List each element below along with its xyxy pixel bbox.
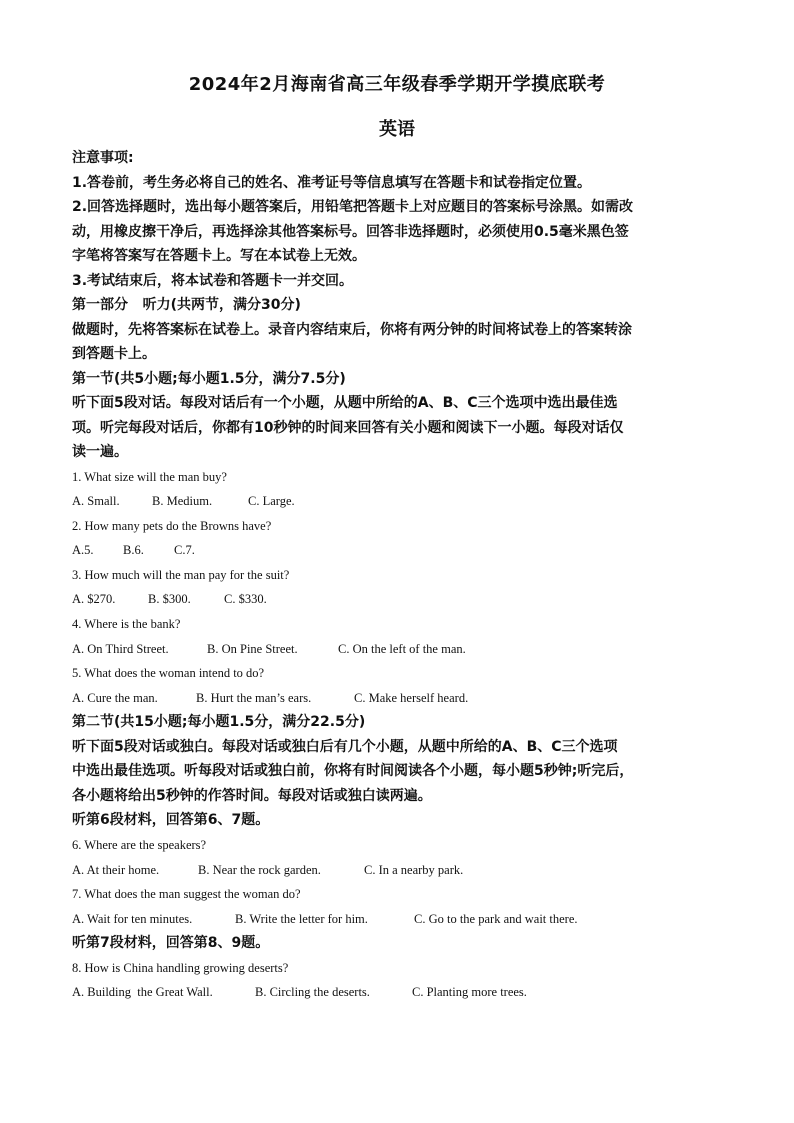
question-options	[72, 489, 722, 514]
section2-heading: 第二节(共15小题;每小题1.5分，满分22.5分)	[72, 714, 366, 731]
part1-instruction: 做题时，先将答案标在试卷上。录音内容结束后，你将有两分钟的时间将试卷上的答案转涂	[72, 321, 632, 338]
section1-instruction: 听下面5段对话。每段对话后有一个小题，从题中所给的A、B、C三个选项中选出最佳选	[72, 395, 618, 411]
option-a: A. Wait for ten minutes.	[72, 911, 193, 926]
question-text: 2. How many pets do the Browns have?	[72, 518, 272, 533]
option-c: C. On the left of the man.	[338, 641, 466, 656]
option-b: B. On Pine Street.	[207, 641, 298, 656]
option-b: B.6.	[123, 543, 144, 558]
option-c: C. In a nearby park.	[364, 862, 464, 877]
question-options	[72, 980, 722, 1005]
section1-heading: 第一节(共5小题;每小题1.5分，满分7.5分)	[72, 370, 346, 387]
question-text: 5. What does the woman intend to do?	[72, 666, 265, 681]
option-c: C. Make herself heard.	[354, 690, 469, 705]
question-options	[72, 587, 722, 612]
part1-heading: 第一部分 听力(共两节，满分30分)	[72, 297, 301, 313]
option-a: A. At their home.	[72, 862, 160, 877]
option-b: B. Hurt the man’s ears.	[196, 690, 312, 705]
option-b: B. Circling the deserts.	[255, 985, 370, 1000]
question-text: 8. How is China handling growing deserts?	[72, 960, 289, 975]
option-c: C.7.	[174, 543, 195, 558]
notice-item: 动，用橡皮擦干净后，再选择涂其他答案标号。回答非选择题时，必须使用0.5毫米黑色签	[72, 223, 629, 240]
option-b: B. Near the rock garden.	[198, 862, 321, 877]
material-heading: 听第6段材料，回答第6、7题。	[72, 812, 270, 829]
question-text: 4. Where is the bank?	[72, 617, 181, 632]
notice-item: 2.回答选择题时，选出每小题答案后，用铅笔把答题卡上对应题目的答案标号涂黑。如需改	[72, 199, 634, 215]
option-a: A.5.	[72, 543, 94, 558]
option-c: C. $330.	[224, 592, 267, 607]
option-c: C. Go to the park and wait there.	[414, 911, 578, 926]
option-c: C. Large.	[248, 494, 295, 509]
exam-content	[72, 146, 722, 1005]
option-b: B. Write the letter for him.	[235, 911, 368, 926]
option-a: A. $270.	[72, 592, 116, 607]
exam-subject: 英语	[379, 119, 415, 140]
question-text: 1. What size will the man buy?	[72, 469, 227, 484]
exam-title: 2024年2月海南省高三年级春季学期开学摸底联考	[188, 74, 606, 95]
question-text: 6. Where are the speakers?	[72, 837, 207, 852]
option-b: B. Medium.	[152, 494, 213, 509]
part1-instruction: 到答题卡上。	[72, 346, 156, 362]
notice-item: 1.答卷前，考生务必将自己的姓名、准考证号等信息填写在答题卡和试卷指定位置。	[72, 174, 592, 191]
notice-item: 字笔将答案写在答题卡上。写在本试卷上无效。	[72, 248, 366, 264]
section2-instruction: 中选出最佳选项。听每段对话或独白前，你将有时间阅读各个小题，每小题5秒钟;听完后，	[72, 763, 634, 780]
question-options	[72, 637, 722, 662]
question-options	[72, 538, 722, 563]
question-options	[72, 686, 722, 711]
question-text: 7. What does the man suggest the woman do?	[72, 887, 301, 902]
question-options	[72, 858, 722, 883]
section2-instruction: 各小题将给出5秒钟的作答时间。每段对话或独白读两遍。	[72, 787, 432, 804]
section1-instruction: 读一遍。	[72, 444, 128, 460]
option-a: A. Building the Great Wall.	[72, 985, 213, 1000]
option-a: A. Small.	[72, 494, 120, 509]
option-b: B. $300.	[148, 592, 191, 607]
notice-heading: 注意事项:	[72, 150, 134, 166]
question-options	[72, 907, 722, 932]
option-a: A. On Third Street.	[72, 641, 169, 656]
question-text: 3. How much will the man pay for the suit?	[72, 567, 290, 582]
option-c: C. Planting more trees.	[412, 985, 527, 1000]
material-heading: 听第7段材料，回答第8、9题。	[72, 935, 270, 952]
option-a: A. Cure the man.	[72, 690, 158, 705]
section1-instruction: 项。听完每段对话后，你都有10秒钟的时间来回答有关小题和阅读下一小题。每段对话仅	[72, 419, 624, 436]
section2-instruction: 听下面5段对话或独白。每段对话或独白后有几个小题，从题中所给的A、B、C三个选项	[72, 738, 618, 755]
notice-item: 3.考试结束后，将本试卷和答题卡一并交回。	[72, 272, 354, 289]
